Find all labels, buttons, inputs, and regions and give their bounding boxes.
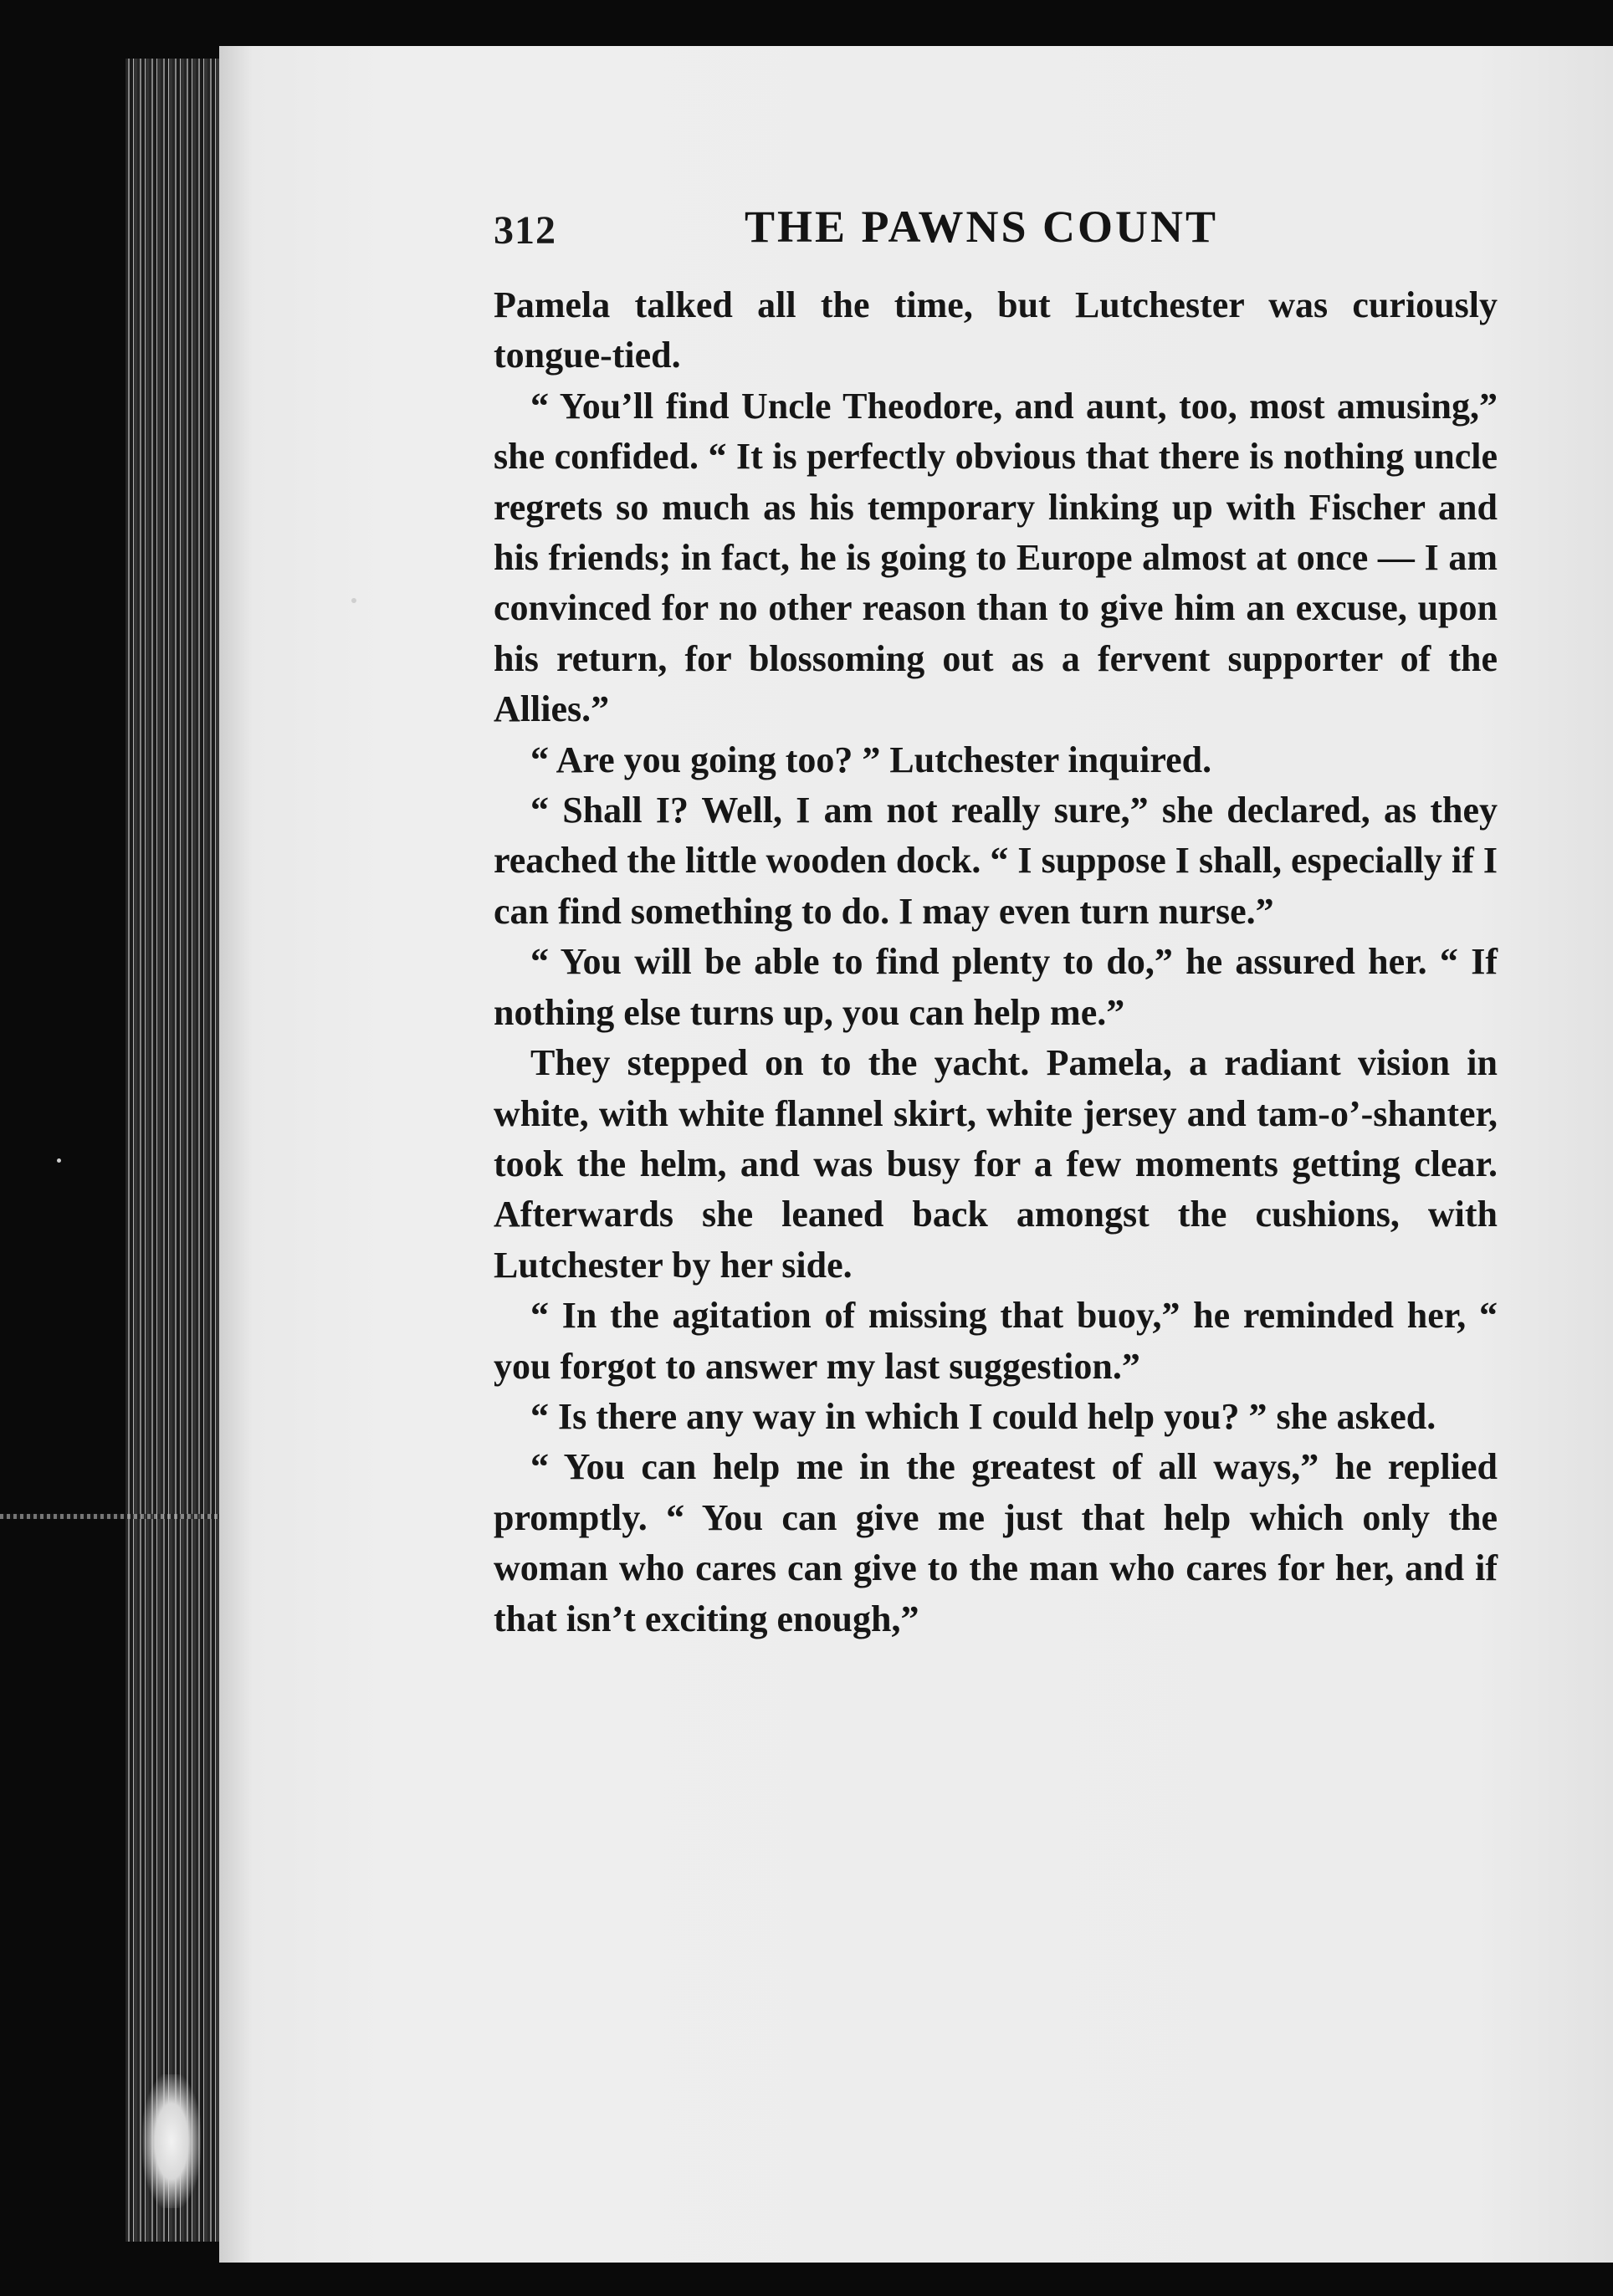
page-number: 312 [494, 208, 556, 253]
paragraph: “ Is there any way in which I could help you? ” she asked. [530, 1395, 1436, 1437]
paragraph: “ You’ll find Uncle Theodore, and aunt, too, most amusing,” she confided. “ It is perfectly obvious that there is nothing uncle regrets so much as his temporary linking up with Fischer and his friends; in fact, he is going to Europe almost at once — I am convinced for no other reason than to give him an excuse, upon his return, for blossoming out as a fervent supporter of the Allies.” [494, 385, 1498, 730]
scan-artifact-line [0, 1514, 251, 1519]
scan-artifact-glare [142, 2074, 201, 2208]
paragraph: They stepped on to the yacht. Pamela, a radiant vision in white, with white flannel skirt, white jersey and tam-o’-shanter, took the helm, and was busy for a few moments getting clear. Afterwards she leaned back amongst the cushions, with Lutchester by her side. [494, 1042, 1498, 1286]
running-head [494, 201, 1498, 268]
scan-speck [57, 1158, 61, 1163]
paragraph: “ In the agitation of missing that buoy,” he reminded her, “ you forgot to answer my last suggestion.” [494, 1295, 1498, 1387]
running-title: THE PAWNS COUNT [745, 202, 1219, 252]
paragraph: “ Shall I? Well, I am not really sure,” she declared, as they reached the little wooden dock. “ I suppose I shall, especially if I can find something to do. I may even turn nurse.” [494, 790, 1498, 932]
paragraph: “ Are you going too? ” Lutchester inquired. [530, 739, 1212, 780]
book-page-edges [125, 59, 234, 2242]
scan-speck [351, 598, 356, 603]
paragraph: “ You can help me in the greatest of all ways,” he replied promptly. “ You can give me just that help which only the woman who cares can give to the man who cares for her, and if that isn’t exciting enough,” [494, 1446, 1498, 1639]
body-text [494, 280, 1498, 2204]
paragraph: “ You will be able to find plenty to do,” he assured her. “ If nothing else turns up, you can help me.” [494, 941, 1498, 1033]
paragraph: Pamela talked all the time, but Lutchester was curiously tongue-tied. [494, 284, 1498, 376]
